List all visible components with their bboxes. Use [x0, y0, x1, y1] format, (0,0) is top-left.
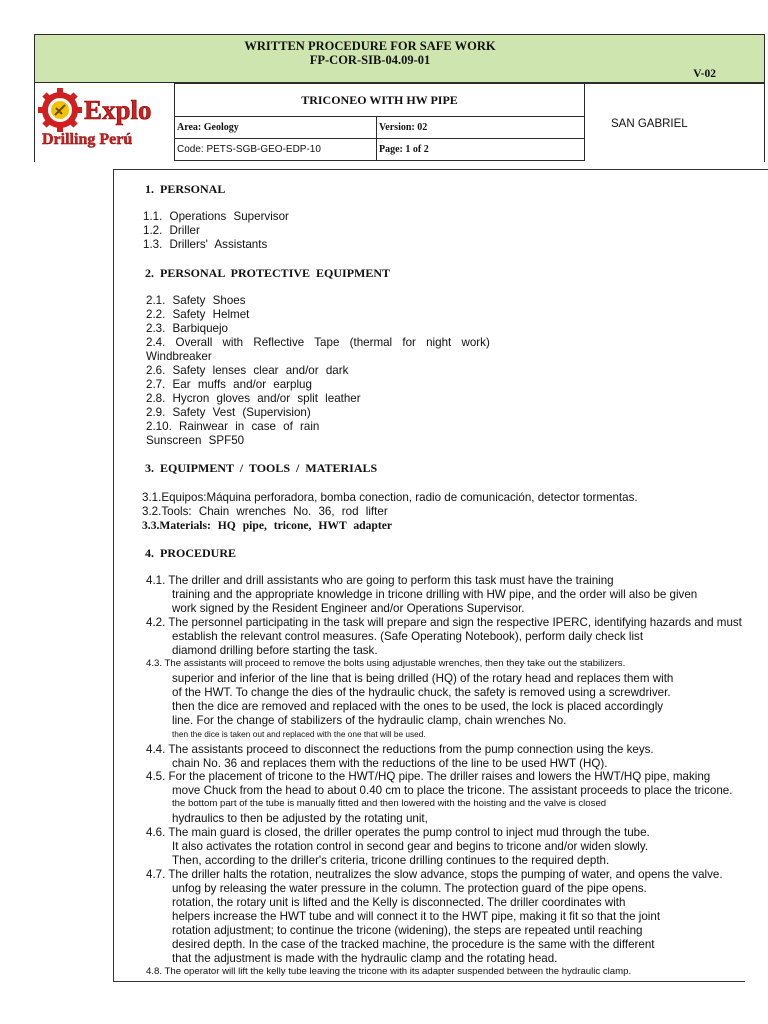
procedure-line: It also activates the rotation control in second gear and begins to tricone and/or widen slowly.: [172, 840, 649, 853]
procedure-line: 4.7. The driller halts the rotation, neutralizes the slow advance, stops the pumping of water, and opens the valve.: [146, 868, 723, 881]
list-item: 1.2. Driller: [143, 224, 200, 237]
list-item: 2.10. Rainwear in case of rain: [146, 420, 320, 433]
procedure-line: then the dice are removed and replaced with the ones to be used, the lock is placed accordingly: [172, 700, 664, 713]
list-item: 2.9. Safety Vest (Supervision): [146, 406, 311, 419]
header-banner: [34, 34, 765, 83]
section-ppe-title: 2. PERSONAL PROTECTIVE EQUIPMENT: [145, 266, 391, 280]
list-item: 2.7. Ear muffs and/or earplug: [146, 378, 312, 391]
procedure-line: the bottom part of the tube is manually fitted and then lowered with the hoisting and the valve is closed: [172, 798, 607, 809]
procedure-line: training and the appropriate knowledge in tricone drilling with HW pipe, and the order will also be given: [172, 588, 698, 601]
header-border: [34, 83, 35, 162]
company-logo: [36, 86, 166, 162]
list-item: 2.6. Safety lenses clear and/or dark: [146, 364, 349, 377]
list-item: 1.3. Drillers' Assistants: [143, 238, 268, 251]
procedure-line: helpers increase the HWT tube and will connect it to the HWT pipe, making it fit so that the joint: [172, 910, 661, 923]
procedure-line: that the adjustment is made with the hydraulic clamp and the rotating head.: [172, 952, 558, 965]
header-divider: [585, 83, 765, 84]
list-item: 2.4. Overall with Reflective Tape (thermal for night work): [146, 336, 490, 349]
site-name: SAN GABRIEL: [611, 118, 688, 130]
list-item: Sunscreen SPF50: [146, 434, 245, 447]
procedure-line: unfog by releasing the water pressure in the column. The protection guard of the pipe opens.: [172, 882, 647, 895]
procedure-line: 4.4. The assistants proceed to disconnect the reductions from the pump connection using the keys.: [146, 743, 654, 756]
list-item: 2.2. Safety Helmet: [146, 308, 250, 321]
list-item: 2.1. Safety Shoes: [146, 294, 246, 307]
list-item: 1.1. Operations Supervisor: [143, 210, 289, 223]
list-item: 2.8. Hycron gloves and/or split leather: [146, 392, 361, 405]
procedure-line: superior and inferior of the line that is being drilled (HQ) of the rotary head and replaces them with: [172, 672, 674, 685]
list-item: 2.3. Barbiquejo: [146, 322, 228, 335]
body-border: [113, 169, 114, 981]
procedure-line: then the dice is taken out and replaced with the one that will be used.: [172, 729, 426, 739]
logo-tagline: Drilling Perú: [42, 131, 133, 148]
list-item: 3.1.Equipos:Máquina perforadora, bomba conection, radio de comunicación, detector tormentas.: [142, 491, 638, 504]
procedure-line: Then, according to the driller's criteria, tricone drilling continues to the required depth.: [172, 854, 610, 867]
procedure-line: of the HWT. To change the dies of the hydraulic chuck, the safety is removed using a screwdriver.: [172, 686, 671, 699]
document-code: FP-COR-SIB-04.09-01: [309, 53, 431, 67]
body-border: [113, 981, 745, 982]
procedure-line: work signed by the Resident Engineer and/or Operations Supervisor.: [172, 602, 525, 615]
procedure-line: 4.3. The assistants will proceed to remove the bolts using adjustable wrenches, then they take out the stabilizers.: [146, 658, 626, 669]
area-cell: Area: Geology: [175, 117, 377, 139]
list-item: Windbreaker: [146, 350, 212, 363]
list-item: 3.3.Materials: HQ pipe, tricone, HWT adapter: [142, 519, 393, 532]
procedure-line: line. For the change of stabilizers of the hydraulic clamp, chain wrenches No.: [172, 714, 567, 727]
procedure-title: TRICONEO WITH HW PIPE: [175, 84, 585, 117]
logo-wordmark: Explo: [84, 95, 152, 125]
section-personal-title: 1. PERSONAL: [145, 182, 226, 196]
procedure-line: chain No. 36 and replaces them with the reductions of the line to be used HWT (HQ).: [172, 757, 608, 770]
procedure-line: rotation, the rotary unit is lifted and the Kelly is disconnected. The driller coordinates with: [172, 896, 626, 909]
gear-logo-icon: [36, 86, 166, 162]
procedure-line: 4.5. For the placement of tricone to the HWT/HQ pipe. The driller raises and lowers the HWT/HQ pipe, making: [146, 770, 711, 783]
body-border: [113, 169, 768, 170]
header-border: [764, 34, 765, 162]
list-item: 3.2.Tools: Chain wrenches No. 36, rod lifter: [142, 505, 388, 518]
procedure-line: rotation adjustment; to continue the tricone (widening), the steps are repeated until reaching: [172, 924, 643, 937]
code-cell: Code: PETS-SGB-GEO-EDP-10: [175, 139, 377, 161]
section-equipment-title: 3. EQUIPMENT / TOOLS / MATERIALS: [145, 461, 378, 475]
version-tag: V-02: [693, 68, 716, 80]
procedure-line: 4.2. The personnel participating in the task will prepare and sign the respective IPERC, identifying hazards and must: [146, 616, 742, 629]
procedure-line: establish the relevant control measures. (Safe Operating Notebook), perform daily check list: [172, 630, 644, 643]
procedure-line: diamond drilling before starting the task.: [172, 644, 378, 657]
header-info-table: [174, 83, 585, 161]
page-cell: Page: 1 of 2: [377, 139, 585, 161]
procedure-line: 4.8. The operator will lift the kelly tube leaving the tricone with its adapter suspended between the hydraulic clamp.: [146, 966, 632, 977]
procedure-line: hydraulics to then be adjusted by the rotating unit,: [172, 812, 428, 825]
version-cell: Version: 02: [377, 117, 585, 139]
section-procedure-title: 4. PROCEDURE: [145, 546, 237, 560]
procedure-line: desired depth. In the case of the tracked machine, the procedure is the same with the different: [172, 938, 655, 951]
procedure-line: 4.1. The driller and drill assistants who are going to perform this task must have the training: [146, 574, 614, 587]
document-title: WRITTEN PROCEDURE FOR SAFE WORK: [244, 39, 496, 53]
procedure-line: move Chuck from the head to about 0.40 cm to place the tricone. The assistant proceeds to place the tricone.: [172, 784, 733, 797]
procedure-line: 4.6. The main guard is closed, the driller operates the pump control to inject mud through the tube.: [146, 826, 650, 839]
